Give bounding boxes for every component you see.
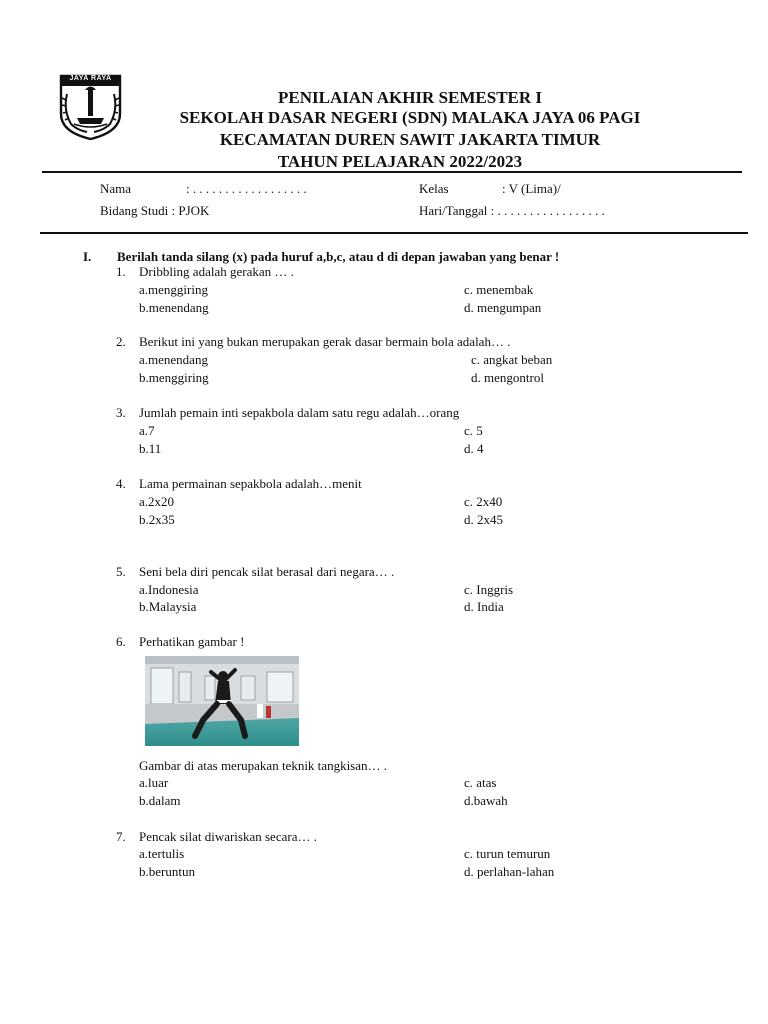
option-b[interactable]: b.dalam xyxy=(139,793,181,808)
section-instruction: Berilah tanda silang (x) pada huruf a,b,c, atau d di depan jawaban yang benar ! xyxy=(117,249,560,264)
question-number: 2. xyxy=(116,334,126,349)
pencak-silat-photo xyxy=(145,656,299,746)
exam-title: PENILAIAN AKHIR SEMESTER I xyxy=(277,88,543,107)
option-d[interactable]: d. mengontrol xyxy=(471,370,544,385)
question-number: 1. xyxy=(116,264,126,279)
option-c[interactable]: c. turun temurun xyxy=(464,846,551,861)
bidang-studi: Bidang Studi : PJOK xyxy=(100,203,210,218)
question-number: 3. xyxy=(116,405,126,420)
option-a[interactable]: a.luar xyxy=(139,775,169,790)
option-d[interactable]: d.bawah xyxy=(464,793,508,808)
option-c[interactable]: c. Inggris xyxy=(464,582,514,597)
option-c[interactable]: c. angkat beban xyxy=(471,352,553,367)
question-number: 6. xyxy=(116,634,126,649)
option-d[interactable]: d. India xyxy=(464,599,504,614)
nama-label: Nama xyxy=(100,181,132,196)
kelas-label: Kelas xyxy=(419,181,449,196)
district-name: KECAMATAN DUREN SAWIT JAKARTA TIMUR xyxy=(219,130,601,149)
question-text: Dribbling adalah gerakan … . xyxy=(139,264,294,279)
question-text: Jumlah pemain inti sepakbola dalam satu regu adalah…orang xyxy=(139,405,460,420)
option-b[interactable]: b.Malaysia xyxy=(139,599,197,614)
question-number: 7. xyxy=(116,829,126,844)
option-c[interactable]: c. atas xyxy=(464,775,497,790)
logo-text: JAYA RAYA xyxy=(69,75,112,82)
option-a[interactable]: a.2x20 xyxy=(139,494,175,509)
question-number: 5. xyxy=(116,564,126,579)
option-c[interactable]: c. 5 xyxy=(464,423,483,438)
kelas-field[interactable]: : V (Lima)/ xyxy=(502,181,561,196)
option-b[interactable]: b.menendang xyxy=(139,300,209,315)
info-divider xyxy=(40,232,748,234)
option-b[interactable]: b.menggiring xyxy=(139,370,209,385)
question-text: Lama permainan sepakbola adalah…menit xyxy=(139,476,362,491)
question-text: Berikut ini yang bukan merupakan gerak dasar bermain bola adalah… . xyxy=(139,334,511,349)
option-a[interactable]: a.Indonesia xyxy=(139,582,199,597)
option-d[interactable]: d. perlahan-lahan xyxy=(464,864,555,879)
question-number: 4. xyxy=(116,476,126,491)
option-a[interactable]: a.tertulis xyxy=(139,846,185,861)
option-b[interactable]: b.beruntun xyxy=(139,864,195,879)
option-a[interactable]: a.menggiring xyxy=(139,282,208,297)
school-name: SEKOLAH DASAR NEGERI (SDN) MALAKA JAYA 06 PAGI xyxy=(179,108,641,127)
question-subtext: Gambar di atas merupakan teknik tangkisan… . xyxy=(139,758,388,773)
option-b[interactable]: b.2x35 xyxy=(139,512,175,527)
academic-year: TAHUN PELAJARAN 2022/2023 xyxy=(277,152,523,171)
question-text: Perhatikan gambar ! xyxy=(139,634,245,649)
section-number: I. xyxy=(83,249,92,264)
question-text: Seni bela diri pencak silat berasal dari negara… . xyxy=(139,564,395,579)
option-a[interactable]: a.menendang xyxy=(139,352,208,367)
hari-tanggal-field[interactable]: Hari/Tanggal : . . . . . . . . . . . . . . . . . xyxy=(419,203,605,218)
question-text: Pencak silat diwariskan secara… . xyxy=(139,829,317,844)
option-c[interactable]: c. 2x40 xyxy=(464,494,503,509)
header-divider xyxy=(42,171,742,173)
option-d[interactable]: d. 4 xyxy=(464,441,484,456)
option-d[interactable]: d. 2x45 xyxy=(464,512,503,527)
option-a[interactable]: a.7 xyxy=(139,423,155,438)
option-b[interactable]: b.11 xyxy=(139,441,162,456)
option-c[interactable]: c. menembak xyxy=(464,282,534,297)
nama-field[interactable]: : . . . . . . . . . . . . . . . . . . xyxy=(186,181,307,196)
option-d[interactable]: d. mengumpan xyxy=(464,300,542,315)
